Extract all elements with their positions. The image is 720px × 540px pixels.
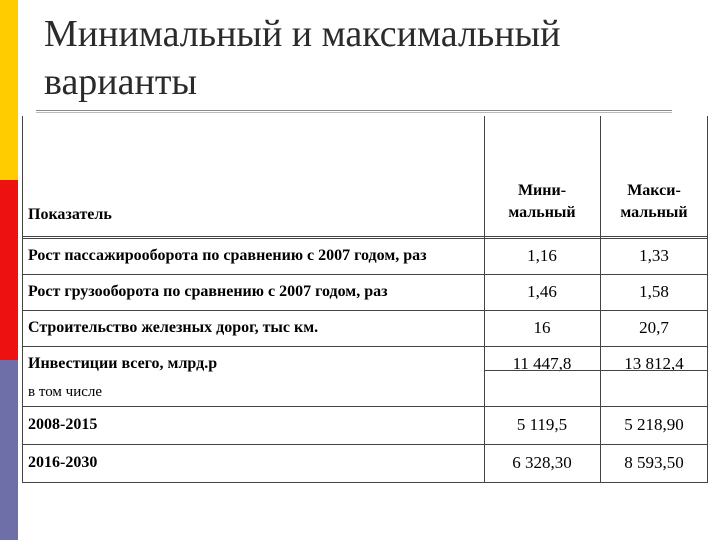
table-row [22,444,708,482]
table-border-right [707,116,708,482]
header-label: Показатель [28,206,112,223]
row-max-value: 8 593,50 [624,453,684,472]
header-max-line2: мальный [620,204,688,221]
row-label: Строительство железных дорог, тыс км. [28,319,319,336]
header-min-line2: мальный [508,204,576,221]
title-divider [36,110,672,113]
slide-title: Минимальный и максимальный варианты [44,13,561,103]
row-min-value: 1,46 [527,282,557,301]
table-rule [22,238,708,239]
row-min-value: 11 447,8 [512,354,572,373]
table-rule [22,274,708,275]
row-min-value: 16 [533,318,551,337]
table-divider-max [600,116,601,482]
table-divider-min [484,116,485,482]
row-max-value: 5 218,90 [624,415,684,434]
row-label: Инвестиции всего, млрд.р [28,355,218,372]
table-rule [484,370,708,371]
table-rule [22,444,708,445]
row-label: Рост грузооборота по сравнению с 2007 годом, раз [28,283,388,300]
row-max-value: 13 812,4 [624,354,684,373]
row-label: 2016-2030 [28,454,98,471]
header-cell-max [600,116,708,236]
table-row [22,346,708,382]
table-header-row [22,116,708,236]
table-rule [22,482,708,483]
table-rule [22,236,708,237]
row-min-value: 5 119,5 [516,415,568,434]
header-min [484,180,600,224]
table-rule [22,310,708,311]
accent-bar-yellow [0,0,18,180]
table-row [22,378,708,406]
table-row [22,274,708,310]
row-min-value: 6 328,30 [512,453,572,472]
accent-bar-red [0,180,18,360]
table-row [22,406,708,444]
header-min-line1: Мини- [517,182,567,199]
header-cell-min [484,116,600,236]
row-min-value: 1,16 [527,246,557,265]
accent-bar-purple [0,360,18,540]
table-border-left [22,116,23,482]
row-max-value: 20,7 [639,318,669,337]
row-label: 2008-2015 [28,416,98,433]
row-max-value: 1,33 [639,246,669,265]
row-label: в том числе [28,384,103,400]
header-max-line1: Макси- [627,182,681,199]
table-row [22,310,708,346]
table-rule [22,346,708,347]
table-rule [22,406,708,407]
row-label: Рост пассажирооборота по сравнению с 2007 годом, раз [28,247,427,264]
header-max [600,180,708,224]
header-cell-label [22,116,484,236]
row-max-value: 1,58 [639,282,669,301]
table-row [22,238,708,274]
